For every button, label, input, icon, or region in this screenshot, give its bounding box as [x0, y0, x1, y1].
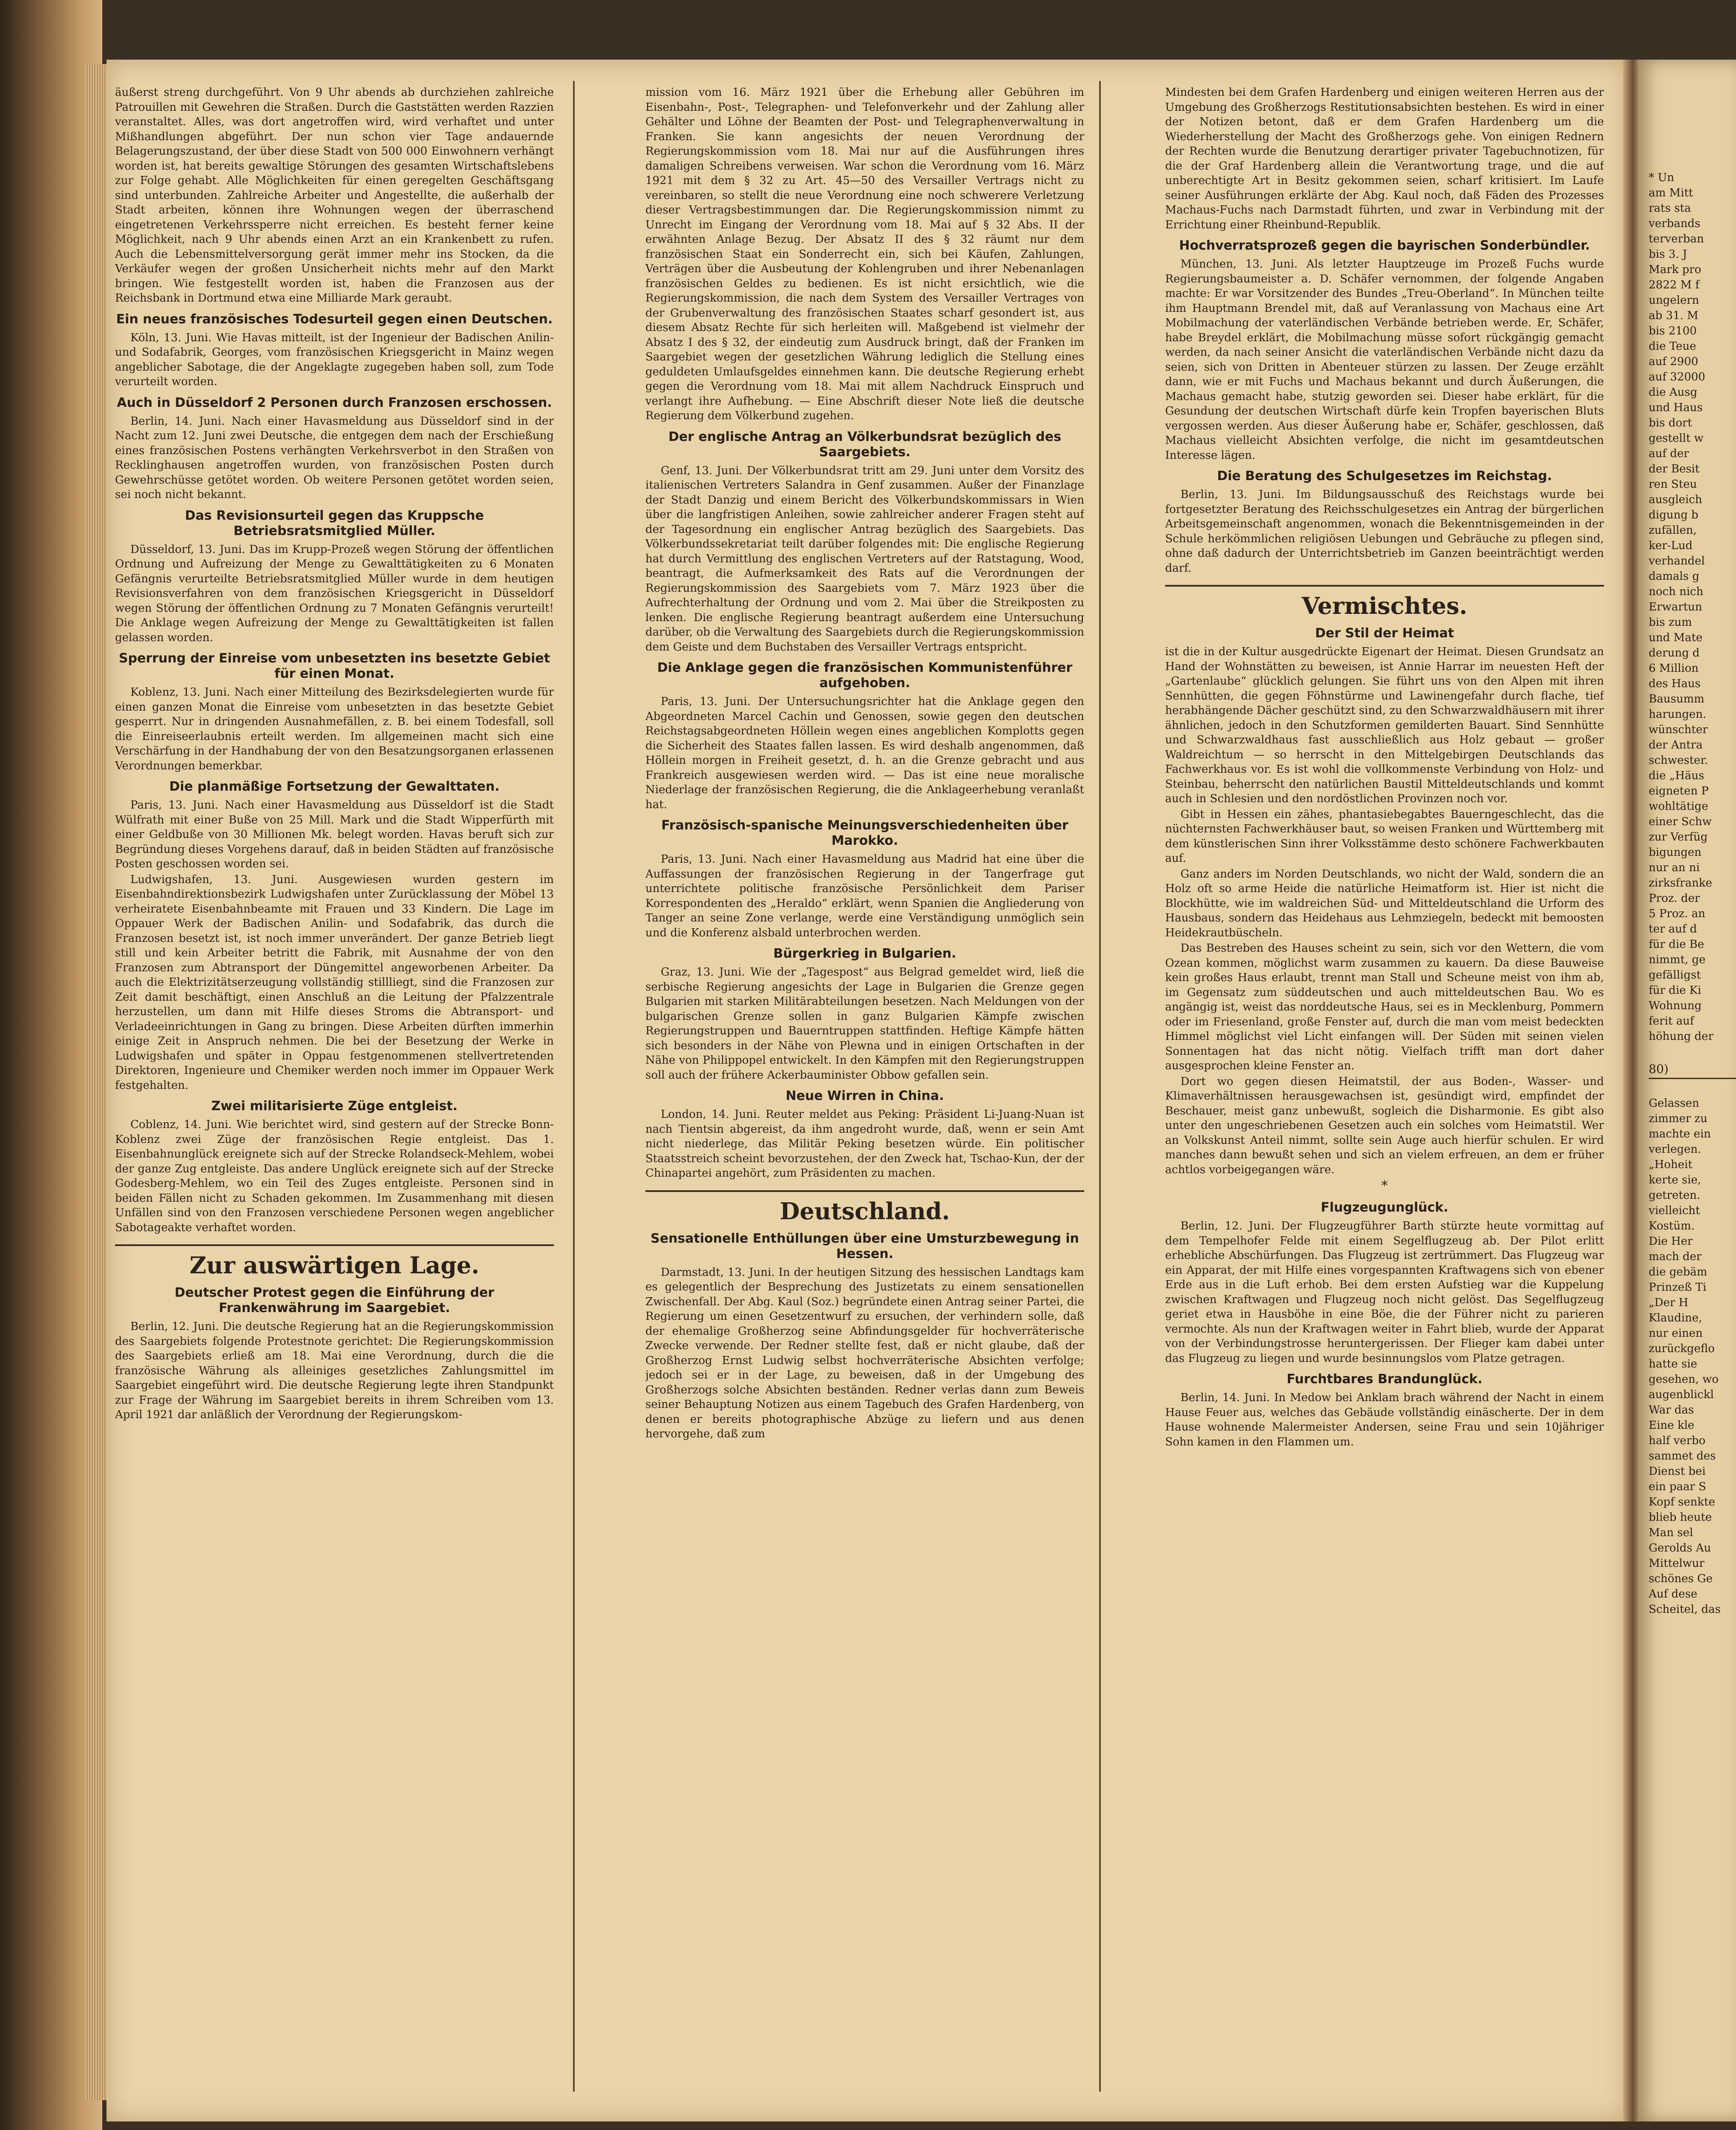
article-text: Koblenz, 13. Juni. Nach einer Mitteilung des Bezirksdelegierten wurde für einen ganzen Monat die Einreise vom unbesetzten in das besetzte Gebiet gesperrt. Nur in dringenden Ausnahmefällen, z. B. bei einem Todesfall, soll die Einreiseerlaubnis erteilt werden. Im allgemeinen macht sich eine Verschärfung in der Handhabung der von den Besatzungsorganen erlassenen Verordnungen bemerkbar.	[115, 686, 554, 772]
facing-page-line: am Mitt	[1649, 187, 1693, 199]
article-text: Berlin, 13. Juni. Im Bildungsausschuß des Reichstags wurde bei fortgesetzter Beratung des Reichsschulgesetzes ein Antrag der bürgerlichen Arbeitsgemeinschaft angenommen, wonach die Bekenntnisgemeinden in der Schule herkömmlichen religiösen Uebungen und Gebräuche zu pflegen sind, ohne daß dadurch der Unterrichtsbetrieb im Ganzen beeinträchtigt werden darf.	[1165, 488, 1604, 575]
facing-page-line: 6 Million	[1649, 662, 1699, 675]
article-text: London, 14. Juni. Reuter meldet aus Peking: Präsident Li-Juang-Nuan ist nach Tientsin abgereist, da ihm angedroht wurde, daß, wenn er sein Amt nicht niederlege, das Militär Peking besetzen würde. Ein politischer Staatsstreich scheint bevorzustehen, der den Zweck hat, Tschao-Kun, der der Chinapartei angehört, zum Präsidenten zu machen.	[645, 1108, 1084, 1180]
article-headline: Der Stil der Heimat	[1315, 626, 1454, 641]
article-headline: Auch in Düsseldorf 2 Personen durch Franzosen erschossen.	[117, 395, 552, 410]
article-text: Berlin, 12. Juni. Die deutsche Regierung hat an die Regierungskommission des Saargebiets folgende Protestnote gerichtet: Die Regierungskommission des Saargebiets erließ am 18. Mai eine Verordnung, durch die die französische Währung als alleiniges gesetzliches Zahlungsmittel im Saargebiet eingeführt wird. Die deutsche Regierung legte ihren Standpunkt zur Frage der Währung im Saargebiet bereits in ihrem Schreiben vom 13. April 1921 dar anläßlich der Verordnung der Regierungskom-	[115, 1320, 554, 1421]
facing-page-line: und Haus	[1649, 401, 1703, 414]
facing-page-line: nur einen	[1649, 1327, 1703, 1340]
facing-page-line: auf 32000	[1649, 371, 1705, 383]
facing-page-line: verlegen.	[1649, 1143, 1701, 1156]
facing-page-line: bis dort	[1649, 417, 1692, 429]
article-text: Berlin, 12. Juni. Der Flugzeugführer Barth stürzte heute vormittag auf dem Tempelhofer Felde mit einem Segelflugzeug ab. Der Pilot erlitt erhebliche Abschürfungen. Das Flugzeug ist zertrümmert. Das Flugzeug war ein Apparat, der mit Hilfe eines vorgespannten Kraftwagens sich von ebener Erde aus in die Luft erhob. Bei dem ersten Aufstieg war die Kuppelung zwischen Kraftwagen und Flugzeug noch nicht gelöst. Das Segelflugzeug geriet etwa in Hausböhe in eine Böe, die der Führer nicht zu parieren vermochte. Als nun der Kraftwagen weiter in Fahrt blieb, wurde der Apparat von der Verbindungstrosse heruntergerissen. Der Flieger kam dabei unter das Flugzeug zu liegen und wurde besinnungslos vom Platze getragen.	[1165, 1220, 1604, 1365]
facing-page-line: terverban	[1649, 233, 1704, 245]
article-headline: Die Anklage gegen die französischen Kommunistenführer aufgehoben.	[657, 660, 1073, 691]
article-text: ist die in der Kultur ausgedrückte Eigenart der Heimat. Diesen Grundsatz an Hand der Wohnstätten zu beweisen, ist Annie Harrar im neuesten Heft der „Gartenlaube“ glücklich gelungen. Sie führt uns von den Alpen mit ihren Sennhütten, die gegen Föhnstürme und Lawinengefahr durch flache, tief herabhängende Dächer geschützt sind, zu den Schwarzwaldhäusern mit ihrer ähnlichen, jedoch in den Schutzformen gemilderten Bauart. Sind Sennhütte und Schwarzwaldhaus fast ausschließlich aus Holz gebaut — großer Waldreichtum — so herrscht in den Mittelgebirgen Deutschlands das Fachwerkhaus vor. Es ist wohl die vollkommenste Verbindung von Holz- und Steinbau, beherrscht den natürlichen Baustil Mitteldeutschlands und kommt auch in Schlesien und den nordöstlichen Provinzen noch vor.	[1165, 645, 1604, 805]
facing-page-line: gesehen, wo	[1649, 1373, 1719, 1386]
facing-page-line: nur an ni	[1649, 861, 1700, 874]
facing-page-column-bottom	[1649, 1096, 1736, 1617]
facing-page-line: ungelern	[1649, 294, 1699, 307]
facing-page-line: * Un	[1649, 171, 1674, 184]
column-rule	[1099, 81, 1101, 2092]
facing-page-line: schwester.	[1649, 754, 1708, 767]
facing-page-line: Mittelwur	[1649, 1557, 1704, 1570]
facing-page-line: eigneten P	[1649, 785, 1709, 797]
facing-page-line: Mark pro	[1649, 263, 1701, 276]
facing-page-line: Gerolds Au	[1649, 1542, 1711, 1554]
facing-page-line: auf 2900	[1649, 355, 1699, 368]
column-rule	[573, 81, 575, 2092]
facing-page-line: für die Ki	[1649, 984, 1701, 997]
facing-page-line: die Ausg	[1649, 386, 1698, 399]
facing-page-line: „Der H	[1649, 1296, 1689, 1309]
facing-page-line: War das	[1649, 1404, 1694, 1416]
article-text: Paris, 13. Juni. Der Untersuchungsrichter hat die Anklage gegen den Abgeordneten Marcel Cachin und Genossen, sowie gegen den deutschen Reichstagsabgeordneten Höllein wegen eines angeblichen Komplotts gegen die Sicherheit des Staates fallen lassen. Es wird deshalb angenommen, daß Höllein morgen in Freiheit gesetzt, d. h. an die Grenze gebracht und aus Frankreich ausgewiesen werden wird. — Das ist eine neue moralische Niederlage der französischen Regierung, die die Anklageerhebung veranlaßt hat.	[645, 695, 1084, 811]
facing-page-line: digung b	[1649, 509, 1699, 521]
facing-page-line: ker-Lud	[1649, 539, 1693, 552]
facing-page-line: half verbo	[1649, 1434, 1706, 1447]
facing-page-line: Dienst bei	[1649, 1465, 1706, 1478]
article-headline: Zwei militarisierte Züge entgleist.	[211, 1099, 458, 1114]
article-headline: Die Beratung des Schulgesetzes im Reichstag.	[1217, 469, 1552, 484]
facing-page-line: höhung der	[1649, 1030, 1714, 1043]
facing-page-line: Man sel	[1649, 1526, 1693, 1539]
facing-page-line: zur Verfüg	[1649, 831, 1708, 843]
facing-page-line: schönes Ge	[1649, 1572, 1713, 1585]
article-headline: Französisch-spanische Meinungsverschiedenheiten über Marokko.	[661, 818, 1068, 848]
facing-page-line: Auf dese	[1649, 1588, 1698, 1600]
article-headline: Bürgerkrieg in Bulgarien.	[773, 946, 956, 961]
facing-page-line: noch nich	[1649, 585, 1704, 598]
section-heading: Vermischtes.	[1165, 585, 1604, 620]
article-headline: Neue Wirren in China.	[786, 1088, 944, 1103]
facing-page-line: der Antra	[1649, 739, 1703, 751]
column-2	[645, 85, 1084, 2087]
facing-page-line: die „Häus	[1649, 769, 1704, 782]
article-text: Coblenz, 14. Juni. Wie berichtet wird, sind gestern auf der Strecke Bonn-Koblenz zwei Züge der französischen Regie entgleist. Das 1. Eisenbahnunglück ereignete sich auf der Strecke Rolandseck-Mehlem, wobei der ganze Zug entgleiste. Das andere Unglück ereignete sich auf der Strecke Godesberg-Mehlem, wo ein Teil des Zuges entgleiste. Personen sind in beiden Fällen nicht zu Schaden gekommen. Im Zusammenhang mit diesen Unfällen sind von den Franzosen verschiedene Personen wegen angeblicher Sabotageakte verhaftet worden.	[115, 1118, 554, 1234]
newspaper-page	[107, 60, 1627, 2121]
facing-page-line: „Hoheit	[1649, 1158, 1693, 1171]
facing-page-line: auf der	[1649, 447, 1689, 460]
article-headline: Die planmäßige Fortsetzung der Gewalttaten.	[169, 779, 500, 794]
facing-page-line: verbands	[1649, 217, 1701, 230]
article-text: Paris, 13. Juni. Nach einer Havasmeldung aus Düsseldorf ist die Stadt Wülfrath mit einer Buße von 25 Mill. Mark und die Stadt Wipperfürth mit einer Geldbuße von 30 Millionen Mk. belegt worden. Havas beruft sich zur Begründung dieses Vorgehens darauf, daß in beiden Städten auf französische Posten geschossen worden sei.	[115, 799, 554, 870]
facing-page-line: Wohnung	[1649, 999, 1702, 1012]
article-headline: Deutscher Protest gegen die Einführung der Frankenwährung im Saargebiet.	[174, 1285, 495, 1315]
article-text: Berlin, 14. Juni. In Medow bei Anklam brach während der Nacht in einem Hause Feuer aus, welches das Gebäude vollständig einäscherte. Der in dem Hause wohnende Malermeister Andersen, seine Frau und sein 10jähriger Sohn kamen in den Flammen um.	[1165, 1391, 1604, 1448]
facing-page-line: bis 3. J	[1649, 248, 1687, 261]
facing-page-line: mach der	[1649, 1250, 1702, 1263]
facing-page-line: Scheitel, das	[1649, 1603, 1721, 1616]
facing-page-line: Bausumm	[1649, 693, 1704, 705]
facing-page-line: Die Her	[1649, 1235, 1693, 1248]
article-headline: Der englische Antrag an Völkerbundsrat bezüglich des Saargebiets.	[668, 429, 1061, 460]
facing-page-line: zimmer zu	[1649, 1112, 1707, 1125]
facing-page-line: ausgleich	[1649, 493, 1702, 506]
page-marker: 80)	[1649, 1061, 1736, 1079]
article-text: Ganz anders im Norden Deutschlands, wo nicht der Wald, sondern die an Holz oft so arme Heide die natürliche Heimatform ist. Hier ist nicht die Blockhütte, wie im waldreichen Süd- und Mitteldeutschland die Urform des Hausbaus, sondern das Heidehaus aus Lehmziegeln, bedeckt mit bemoosten Heidekrautbüscheln.	[1165, 867, 1604, 939]
facing-page-line: der Besit	[1649, 463, 1700, 475]
facing-page-line: wohltätige	[1649, 800, 1708, 813]
column-3	[1165, 85, 1604, 2087]
article-text: München, 13. Juni. Als letzter Hauptzeuge im Prozeß Fuchs wurde Regierungsbaumeister a. D. Schäfer vernommen, der folgende Angaben machte: Er war Vorsitzender des Bundes „Treu-Oberland“. In München teilte ihm Hauptmann Brendel mit, daß auf Veranlassung von Machaus eine Art Mobilmachung der vaterländischen Verbände betrieben werde. Er, Schäfer, habe Breydel erklärt, die Mobilmachung müsse sofort rückgängig gemacht werden, da nach seiner Ansicht die vaterländischen Verbände nicht dazu da seien, sich von Dritten in Abenteuer stürzen zu lassen. Der Zeuge erzählt dann, wie er mit Fuchs und Machaus bekannt und durch Äußerungen, die Machaus gemacht habe, stutzig geworden sei. Dieser habe erklärt, für die Gesundung der deutschen Wirtschaft dürfe kein Tropfen bayerischen Bluts vergossen werden. Aus dieser Äußerung habe er, Schäfer, geschlossen, daß Machaus vielleicht Absichten verfolge, die nicht im gesamtdeutschen Interesse lägen.	[1165, 258, 1604, 462]
facing-page-line: rats sta	[1649, 202, 1691, 215]
facing-page-line: Klaudine,	[1649, 1312, 1702, 1324]
facing-page-line: kerte sie,	[1649, 1174, 1701, 1186]
facing-page-line: für die Be	[1649, 938, 1704, 951]
article-text: Berlin, 14. Juni. Nach einer Havasmeldung aus Düsseldorf sind in der Nacht zum 12. Juni zwei Deutsche, die entgegen dem nach der Erschießung eines französischen Postens verhängten Verkehrsverbot in den Straßen von Recklinghausen angetroffen wurden, von französischen Posten durch Gewehrschüsse getötet worden. Ob weitere Personen getötet worden seien, sei noch nicht bekannt.	[115, 414, 554, 501]
facing-page-line: Kostüm.	[1649, 1220, 1695, 1232]
article-text: Paris, 13. Juni. Nach einer Havasmeldung aus Madrid hat eine über die Auffassungen der französischen Regierung in der Tangerfrage gut unterrichtete politische französische Persönlichkeit dem Pariser Korrespondenten des „Heraldo“ erklärt, wenn Spanien die Angliederung von Tanger an seine Zone verlange, werde eine Verständigung unmöglich sein und die Konferenz alsbald unterbrochen werden.	[645, 853, 1084, 939]
separator-asterisk: *	[1381, 1178, 1388, 1193]
section-heading: Zur auswärtigen Lage.	[115, 1244, 554, 1279]
facing-page-line: des Haus	[1649, 677, 1701, 690]
facing-page-line: die Teue	[1649, 340, 1696, 353]
facing-page-line: Kopf senkte	[1649, 1496, 1715, 1508]
facing-page-line: getreten.	[1649, 1189, 1701, 1202]
article-text: äußerst streng durchgeführt. Von 9 Uhr abends ab durchziehen zahlreiche Patrouillen mit Gewehren die Straßen. Durch die Gaststätten werden Razzien veranstaltet. Alles, was dort angetroffen wird, wird verhaftet und unter Mißhandlungen abgeführt. Der nun schon vier Tage andauernde Belagerungszustand, der über diese Stadt von 500 000 Einwohnern verhängt worden ist, hat bereits gewaltige Störungen des gesamten Wirtschaftslebens zur Folge gehabt. Alle Möglichkeiten für einen geregelten Geschäftsgang sind unterbunden. Zahlreiche Arbeiter und Angestellte, die außerhalb der Stadt arbeiten, können ihre Wohnungen wegen der überraschend eingetretenen Verkehrssperre nicht erreichen. Es besteht ferner keine Möglichkeit, nach 9 Uhr abends einen Arzt an ein Krankenbett zu rufen. Auch die Lebensmittelversorgung gerät immer mehr ins Stocken, da die Verkäufer wegen der großen Unsicherheit nichts mehr auf den Markt bringen. Wie festgestellt worden ist, haben die Franzosen aus der Reichsbank in Dortmund etwa eine Milliarde Mark geraubt.	[115, 86, 554, 305]
facing-page-line: harungen.	[1649, 708, 1707, 721]
facing-page-line: gefälligst	[1649, 969, 1701, 982]
facing-page-line: ein paar S	[1649, 1480, 1706, 1493]
article-text: mission vom 16. März 1921 über die Erhebung aller Gebühren im Eisenbahn-, Post-, Telegraphen- und Telefonverkehr und der Zahlung aller Gehälter und Löhne der Beamten der Post- und Telegraphenverwaltung in Franken. Sie kann angesichts der neuen Verordnung der Regierungskommission vom 18. Mai nur auf die Ausführungen ihres damaligen Schreibens verweisen. War schon die Verordnung vom 16. März 1921 mit dem § 32 zu Art. 45—50 des Versailler Vertrags nicht zu vereinbaren, so stellt die neue Verordnung eine noch schwerere Verletzung dieser Vertragsbestimmungen dar. Die Regierungskommission nimmt zu Unrecht im Eingang der Verordnung vom 18. Mai auf § 32 Abs. II der erwähnten Anlage Bezug. Der Absatz II des § 32 räumt nur dem französischen Staat ein Sonderrecht ein, sich bei Käufen, Zahlungen, Verträgen über die Ausbeutung der Kohlengruben und ihrer Nebenanlagen französischen Geldes zu bedienen. Es ist nicht ersichtlich, wie die Regierungskommission, die nach dem System des Versailler Vertrages von der Grubenverwaltung des französischen Staates scharf gesondert ist, aus diesem Absatz Rechte für sich herleiten will. Maßgebend ist vielmehr der Absatz I des § 32, der eindeutig zum Ausdruck bringt, daß der Franken im Saargebiet wegen der gesetzlichen Währung lediglich die Stellung eines geduldeten Umlaufsgeldes einnehmen kann. Die deutsche Regierung erhebt gegen die Verordnung vom 18. Mai mit allem Nachdruck Einspruch und verlangt ihre Aufhebung. — Eine Abschrift dieser Note ließ die deutsche Regierung dem Völkerbund zugehen.	[645, 86, 1084, 422]
facing-page-line: hatte sie	[1649, 1358, 1697, 1370]
facing-page-line: bis 2100	[1649, 325, 1697, 337]
article-headline: Das Revisionsurteil gegen das Kruppsche Betriebsratsmitglied Müller.	[185, 508, 484, 538]
facing-page-line: Prinzeß Ti	[1649, 1281, 1707, 1294]
facing-page-line: die gebäm	[1649, 1266, 1707, 1278]
facing-page-text	[1649, 170, 1736, 1618]
facing-page-line: ab 31. M	[1649, 309, 1699, 322]
facing-page-line: nimmt, ge	[1649, 953, 1706, 966]
article-text: Das Bestreben des Hauses scheint zu sein, sich vor den Wettern, die vom Ozean kommen, möglichst warm zusammen zu kauern. Da diese Bauweise kein großes Haus erlaubt, trennt man Stall und Scheune meist von ihm ab, im Gegensatz zum süddeutschen und auch mitteldeutschen Bau. Wo es angängig ist, weist das norddeutsche Haus, sei es in Mecklenburg, Pommern oder im Friesenland, große Fenster auf, durch die man vom meist bedeckten Himmel möglichst viel Licht einfangen will. Der Süden mit seinen vielen Sonnentagen hat das nicht nötig. Vielfach trifft man dort daher ausgesprochen kleine Fenster an.	[1165, 942, 1604, 1072]
article-headline: Sperrung der Einreise vom unbesetzten ins besetzte Gebiet für einen Monat.	[118, 651, 550, 681]
facing-page-line: wünschter	[1649, 723, 1708, 736]
facing-page-line: Erwartun	[1649, 601, 1702, 613]
article-headline: Hochverratsprozeß gegen die bayrischen Sonderbündler.	[1179, 238, 1590, 253]
facing-page-line: ferit auf	[1649, 1015, 1694, 1028]
facing-page-line: ter auf d	[1649, 923, 1697, 935]
article-text: Köln, 13. Juni. Wie Havas mitteilt, ist der Ingenieur der Badischen Anilin- und Sodafabrik, Georges, vom französischen Kriegsgericht in Mainz wegen angeblicher Sabotage, die der Angeklagte zugegeben haben soll, zum Tode verurteilt worden.	[115, 331, 554, 388]
article-text: Dort wo gegen diesen Heimatstil, der aus Boden-, Wasser- und Klimaverhältnissen herausgewachsen ist, gesündigt wird, empfindet der Beschauer, meist ganz unbewußt, sogleich die Disharmonie. Es gibt also unter den ungeschriebenen Gesetzen auch ein solches vom Heimatstil. Wer an Volkskunst Anteil nimmt, sollte sein Auge auch hierfür schulen. Er wird manches dann bewußt sehen und sich an vielem erfreuen, an dem er früher achtlos vorbeigegangen wäre.	[1165, 1075, 1604, 1176]
article-headline: Ein neues französisches Todesurteil gegen einen Deutschen.	[116, 311, 553, 327]
facing-page-line: bigungen	[1649, 846, 1701, 859]
facing-page-line: Proz. der	[1649, 892, 1700, 905]
article-headline: Flugzeugunglück.	[1321, 1200, 1448, 1215]
facing-page-line: vielleicht	[1649, 1204, 1700, 1217]
facing-page-line: zurückgeflo	[1649, 1342, 1715, 1355]
facing-page-line: zufällen,	[1649, 524, 1697, 537]
facing-page-line: verhandel	[1649, 555, 1705, 567]
facing-page-line: einer Schw	[1649, 815, 1712, 828]
facing-page	[1638, 60, 1736, 2121]
article-headline: Furchtbares Brandunglück.	[1287, 1372, 1483, 1387]
article-headline: Sensationelle Enthüllungen über eine Umsturzbewegung in Hessen.	[651, 1231, 1079, 1261]
facing-page-line: sammet des	[1649, 1450, 1716, 1462]
facing-page-line: derung d	[1649, 647, 1700, 659]
article-text: Darmstadt, 13. Juni. In der heutigen Sitzung des hessischen Landtags kam es gelegentlich der Besprechung des Justizetats zu einem sensationellen Zwischenfall. Der Abg. Kaul (Soz.) begründete einen Antrag seiner Partei, die Regierung um einen Gesetzentwurf zu ersuchen, der verhindern solle, daß der ehemalige Großherzog seine Abfindungsgelder für hochverräterische Zwecke verwende. Der Redner stellte fest, daß er nicht glaube, daß der Großherzog Ernst Ludwig selbst hochverräterische Absichten verfolge; jedoch sei er in der Lage, zu beweisen, daß in der Umgebung des Großherzogs solche Absichten beständen. Redner verlas dann zum Beweis seiner Behauptung Notizen aus einem Tagebuch des Grafen Hardenberg, von denen er bereits photographische Abzüge zu liefern und aus denen hervorgehe, daß zum	[645, 1266, 1084, 1440]
facing-page-line: 5 Proz. an	[1649, 907, 1705, 920]
facing-page-line: zirksfranke	[1649, 877, 1712, 889]
facing-page-line: Eine kle	[1649, 1419, 1695, 1432]
article-text: Genf, 13. Juni. Der Völkerbundsrat tritt am 29. Juni unter dem Vorsitz des italienischen Vertreters Salandra in Genf zusammen. Außer der Finanzlage der Stadt Danzig und einem Bericht des Völkerbundskommissars in Wien über die langfristigen Anleihen, sowie zahlreicher anderer Fragen steht auf der Tagesordnung ein englischer Antrag bezüglich des Saargebiets. Das Völkerbundssekretariat teilt darüber folgendes mit: Die englische Regierung hat durch Vermittlung des englischen Vertreters auf der Ratstagung, Wood, beantragt, die Aufmerksamkeit des Rats auf die Verordnungen der Regierungskommission des Saargebiets vom 7. März 1923 über die Aufrechterhaltung der Ordnung und vom 2. Mai über die Streikposten zu lenken. Die englische Regierung beantragt außerdem eine Untersuchung darüber, ob die Verwaltung des Saargebiets durch die Regierungskommission dem Geiste und dem Buchstaben des Versailler Vertrags entspricht.	[645, 464, 1084, 653]
article-text: Ludwigshafen, 13. Juni. Ausgewiesen wurden gestern im Eisenbahndirektionsbezirk Ludwigshafen unter Zurücklassung der Möbel 13 verheiratete Eisenbahnbeamte mit Frauen und 33 Kindern. Die Lage im Oppauer Werk der Badischen Anilin- und Sodafabrik, das durch die Franzosen besetzt ist, ist noch immer unverändert. Der ganze Betrieb liegt still und kein Arbeiter betritt die Fabrik, mit Ausnahme der von den Franzosen zum Abtransport der Düngemittel angeworbenen Arbeiter. Da auch die Elektrizitätserzeugung vollständig stillliegt, sind die Franzosen zur Zeit damit beschäftigt, einen Anschluß an die Leitung der Pfalzzentrale herzustellen, um dann mit Hilfe dieses Stroms die Abtransport- und Verladeeinrichtungen in Gang zu bringen. Diese Arbeiten dürften immerhin einige Zeit in Anspruch nehmen. Die bei der Besetzung der Werke in Ludwigshafen und später in Oppau festgenommenen stellvertretenden Direktoren, Ingenieure und Chemiker werden noch immer im Oppauer Werk festgehalten.	[115, 873, 554, 1092]
column-1	[115, 85, 554, 2087]
facing-page-line: 2822 M f	[1649, 279, 1699, 291]
facing-page-line: augenblickl	[1649, 1388, 1714, 1401]
article-text: Düsseldorf, 13. Juni. Das im Krupp-Prozeß wegen Störung der öffentlichen Ordnung und Aufreizung der Menge zu Gewalttätigkeiten zu 6 Monaten Gefängnis verurteilte Betriebsratsmitglied Müller wurde in dem heutigen Revisionsverfahren von dem französischen Kriegsgericht in Düsseldorf wegen Störung der öffentlichen Ordnung zu 7 Monaten Gefängnis verurteilt! Die Anklage wegen Aufreizung der Menge zu Gewalttätigkeiten ist fallen gelassen worden.	[115, 543, 554, 644]
facing-page-line: blieb heute	[1649, 1511, 1712, 1524]
article-text: Mindesten bei dem Grafen Hardenberg und einigen weiteren Herren aus der Umgebung des Großherzogs Restitutionsabsichten bestehen. Es wird in einer der Notizen betont, daß er dem Grafen Hardenberg um die Wiederherstellung der Macht des Großherzogs gehe. Von einigen Rednern der Rechten wurde die Benutzung derartiger privater Tagebuchnotizen, für die der Graf Hardenberg allein die Verantwortung trage, und die auf unberechtigte Art in Besitz gekommen seien, scharf kritisiert. Im Laufe seiner Ausführungen erklärte der Abg. Kaul noch, daß Fäden des Prozesses Machaus-Fuchs nach Darmstadt führten, und zwar in Verbindung mit der Errichtung einer Rheinbund-Republik.	[1165, 86, 1604, 231]
facing-page-column-top	[1649, 170, 1736, 1044]
facing-page-line: und Mate	[1649, 631, 1703, 644]
facing-page-line: gestellt w	[1649, 432, 1704, 445]
facing-page-line: damals g	[1649, 570, 1699, 583]
facing-page-line: bis zum	[1649, 616, 1692, 629]
facing-page-line: machte ein	[1649, 1128, 1711, 1140]
article-text: Graz, 13. Juni. Wie der „Tagespost“ aus Belgrad gemeldet wird, ließ die serbische Regierung angesichts der Lage in Bulgarien die Grenze gegen Bulgarien mit starken Militärabteilungen besetzen. Nach Meldungen von der bulgarischen Grenze sollen in ganz Bulgarien Kämpfe zwischen Regierungstruppen und Bauerntruppen stattfinden. Heftige Kämpfe hätten sich besonders in der Nähe von Plewna und in einigen Ortschaften in der Nähe von Philippopel entwickelt. In den Kämpfen mit den Regierungstruppen soll auch der frühere Ackerbauminister Obbow gefallen sein.	[645, 966, 1084, 1082]
facing-page-line: ren Steu	[1649, 478, 1697, 491]
facing-page-line: Gelassen	[1649, 1097, 1699, 1110]
section-heading: Deutschland.	[645, 1190, 1084, 1225]
article-text: Gibt in Hessen ein zähes, phantasiebegabtes Bauerngeschlecht, das die nüchternsten Fachwerkhäuser baut, so weisen Franken und Württemberg mit dem künstlerischen Sinn ihrer Volksstämme desto schönere Fachwerkbauten auf.	[1165, 808, 1604, 865]
